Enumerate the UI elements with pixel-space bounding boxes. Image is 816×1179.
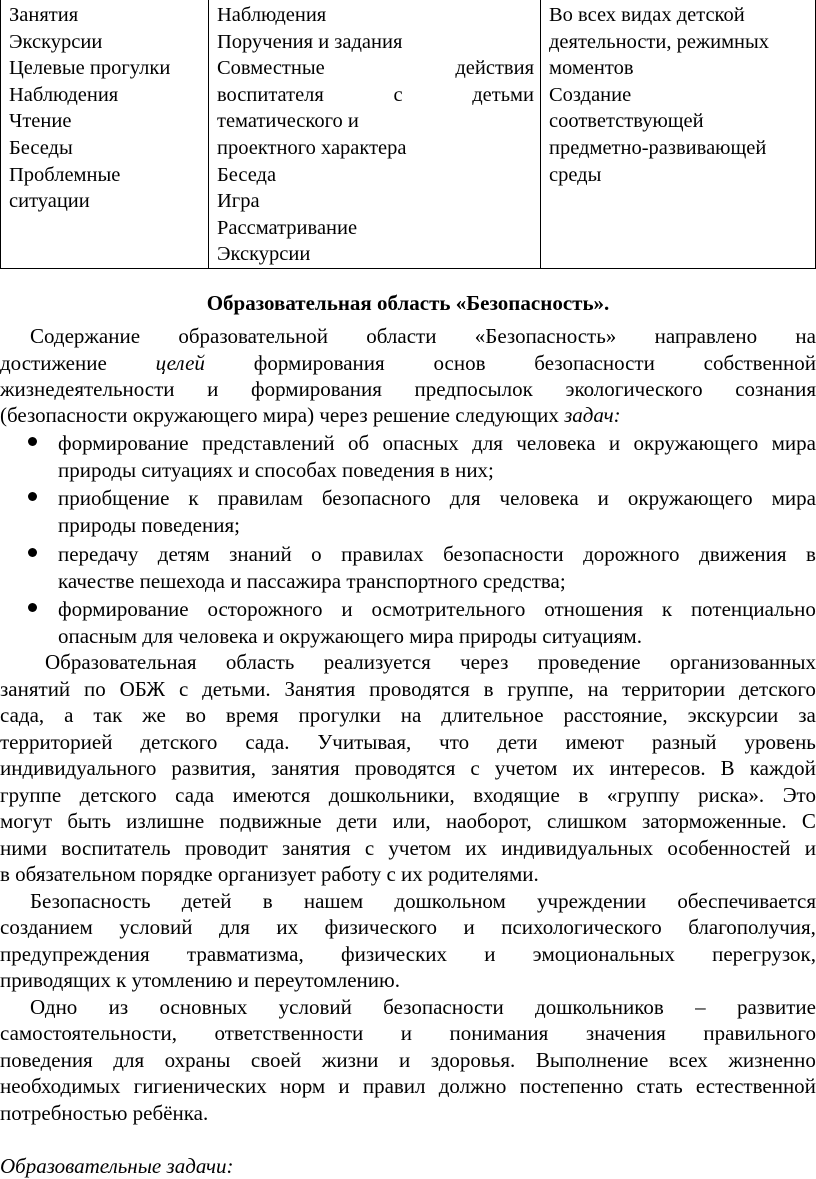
- text-run: достижение: [0, 351, 107, 375]
- cell-line-justified: [217, 55, 534, 82]
- word: самостоятельности,: [0, 1021, 177, 1045]
- word: Совместные: [217, 57, 325, 80]
- word: травматизма,: [186, 942, 304, 966]
- word: сада,: [0, 703, 45, 727]
- word: что: [439, 730, 470, 754]
- word: здоровья.: [430, 1048, 516, 1072]
- word: область: [225, 650, 295, 674]
- word: передачу: [58, 542, 139, 566]
- word: отношения: [544, 597, 644, 621]
- word: ОБЖ: [119, 677, 166, 701]
- paragraph-line: [0, 755, 816, 781]
- word: к: [188, 486, 199, 510]
- word: потенциально: [690, 597, 816, 621]
- word: расстояние,: [563, 703, 668, 727]
- word: каждой: [749, 756, 816, 780]
- word: «Безопасность»: [474, 324, 617, 348]
- cell-line: Беседа: [217, 163, 277, 186]
- word: так: [93, 703, 123, 727]
- cell-line: среды: [549, 163, 602, 186]
- word: входящие: [473, 783, 560, 807]
- word: воспитателя: [217, 83, 324, 106]
- word: имеют: [565, 730, 624, 754]
- word: формирования: [250, 377, 382, 401]
- word: благополучия,: [688, 915, 816, 939]
- bullet-line: [58, 596, 816, 622]
- word: С: [801, 809, 816, 833]
- bullet-icon: [26, 435, 40, 449]
- cell-line: Создание: [549, 83, 632, 106]
- word: же: [142, 703, 166, 727]
- word: проводит: [184, 836, 268, 860]
- word: направлено: [654, 324, 758, 348]
- bullet-icon: [26, 490, 40, 504]
- word: в: [578, 783, 589, 807]
- word: и: [400, 1021, 413, 1045]
- word: Содержание: [30, 324, 141, 348]
- word: мира: [771, 486, 816, 510]
- word: действия: [455, 57, 534, 80]
- word: жизненно: [728, 1048, 816, 1072]
- word: осмотрительного: [371, 597, 526, 621]
- word: или,: [392, 809, 431, 833]
- word: опасных: [382, 431, 459, 455]
- word: представлений: [201, 431, 335, 455]
- word: с: [178, 677, 189, 701]
- word: излишне: [126, 809, 205, 833]
- word: В: [720, 756, 735, 780]
- cell-line: соответствующей: [549, 110, 704, 133]
- word: дошкольники,: [328, 783, 455, 807]
- word: созданием: [0, 915, 93, 939]
- cell-line: Целевые прогулки: [9, 57, 171, 80]
- paragraph-line: [0, 835, 816, 861]
- word: человека: [516, 431, 596, 455]
- word: через: [460, 650, 509, 674]
- word: детского: [140, 730, 218, 754]
- table-cell-col2: [209, 0, 541, 268]
- word: правильного: [703, 1021, 816, 1045]
- paragraph-line: [0, 1073, 816, 1099]
- bullet-line: [58, 430, 816, 456]
- word: человека: [499, 486, 579, 510]
- section-title: Образовательная область «Безопасность».: [206, 291, 610, 315]
- word: безопасности: [383, 995, 504, 1019]
- word: и: [463, 915, 475, 939]
- paragraph-line: [0, 914, 816, 940]
- word: заторможенные.: [642, 809, 787, 833]
- word: условий: [278, 995, 352, 1019]
- word: безопасности: [534, 351, 655, 375]
- cell-line: моментов: [549, 57, 634, 80]
- word: должно: [438, 1074, 507, 1098]
- word: и: [597, 486, 609, 510]
- cell-line: деятельности, режимных: [549, 30, 770, 53]
- word: и: [804, 836, 816, 860]
- paragraph-line: [0, 808, 816, 834]
- word: основных: [159, 995, 248, 1019]
- word: с: [470, 756, 480, 780]
- cell-line: Проблемные: [9, 163, 121, 186]
- word: своей: [250, 1048, 302, 1072]
- word: естественной: [695, 1074, 816, 1098]
- cell-line: Поручения и задания: [217, 30, 403, 53]
- word: с: [364, 836, 375, 860]
- word: их: [465, 836, 488, 860]
- word: особенностей: [667, 836, 791, 860]
- word: сада: [175, 783, 215, 807]
- word: имеются: [232, 783, 311, 807]
- word: правил: [362, 1074, 426, 1098]
- word: проводятся: [354, 756, 456, 780]
- word: всех: [668, 1048, 708, 1072]
- cell-line: Занятия: [9, 4, 79, 26]
- word: обеспечивается: [677, 889, 816, 913]
- word: приобщение: [58, 486, 170, 510]
- word: мира: [771, 431, 816, 455]
- word: интересов.: [609, 756, 706, 780]
- word: индивидуальных: [501, 836, 654, 860]
- word: риска».: [698, 783, 765, 807]
- word: охраны: [164, 1048, 231, 1072]
- word: из: [108, 995, 129, 1019]
- bullet-line: опасным для человека и окружающего мира природы ситуациям.: [58, 624, 642, 648]
- word: на: [400, 703, 422, 727]
- word: по: [84, 677, 106, 701]
- word: дошкольном: [394, 889, 506, 913]
- word: и: [484, 942, 496, 966]
- word: движения: [699, 542, 787, 566]
- word: учреждении: [537, 889, 647, 913]
- word: воспитатель: [61, 836, 171, 860]
- word: индивидуального: [0, 756, 157, 780]
- cell-line: Наблюдения: [217, 4, 327, 26]
- table-cell-col1: [1, 0, 209, 268]
- word: разный: [651, 730, 717, 754]
- cell-line: Рассматривание: [217, 216, 358, 239]
- word: физических: [340, 942, 448, 966]
- word: детского: [738, 677, 816, 701]
- word: для: [472, 431, 503, 455]
- word: занятий: [0, 677, 71, 701]
- word: детьми.: [202, 677, 271, 701]
- word: учетом: [494, 756, 558, 780]
- cell-line: Экскурсии: [217, 243, 311, 266]
- word: Безопасность: [30, 889, 151, 913]
- word: группе,: [507, 677, 574, 701]
- word: к: [661, 597, 673, 621]
- word: длительное: [441, 703, 544, 727]
- word: собственной: [703, 351, 816, 375]
- bullet-line: [58, 541, 816, 567]
- word: детьми: [472, 83, 534, 106]
- word: постепенно: [519, 1074, 624, 1098]
- paragraph-line: [0, 1020, 816, 1046]
- word: организованных: [669, 650, 816, 674]
- cell-line: Во всех видах детской: [549, 4, 745, 26]
- word: Это: [782, 783, 816, 807]
- paragraph-line: в обязательном порядке организует работу с их родителями.: [0, 862, 539, 886]
- word: правилах: [341, 542, 424, 566]
- word: развития,: [171, 756, 257, 780]
- word: время: [225, 703, 279, 727]
- word: физического: [324, 915, 437, 939]
- word: «группу: [606, 783, 680, 807]
- word: слишком: [547, 809, 627, 833]
- word: для: [219, 915, 250, 939]
- cell-line: ситуации: [9, 190, 90, 213]
- cell-line-justified: [217, 82, 534, 109]
- word: их: [572, 756, 595, 780]
- cell-line: тематического и: [217, 110, 359, 133]
- paragraph-line: [0, 782, 816, 808]
- word: учетом: [388, 836, 452, 860]
- word: понимания: [449, 1021, 549, 1045]
- paragraph-line: [0, 350, 816, 376]
- word: занятия: [282, 836, 351, 860]
- bullet-line: [58, 485, 816, 511]
- word: уровень: [744, 730, 816, 754]
- word: осторожного: [207, 597, 323, 621]
- word: эмоциональных: [532, 942, 675, 966]
- paragraph-line: [0, 1047, 816, 1073]
- word: и: [207, 377, 219, 401]
- bullet-icon: [26, 601, 40, 615]
- word: в: [483, 677, 494, 701]
- paragraph-line: [0, 402, 816, 428]
- word: проведение: [537, 650, 641, 674]
- paragraph-line: [30, 888, 816, 914]
- word: о: [311, 542, 322, 566]
- word: образовательной: [178, 324, 328, 348]
- word: ответственности: [214, 1021, 364, 1045]
- word: территории: [621, 677, 726, 701]
- word: гигиенических: [133, 1074, 267, 1098]
- word: и: [341, 597, 353, 621]
- cell-line: Экскурсии: [9, 30, 103, 53]
- word: проводятся: [369, 677, 470, 701]
- word: безопасного: [321, 486, 431, 510]
- word: безопасности: [443, 542, 564, 566]
- word: на: [587, 677, 609, 701]
- word: жизни: [321, 1048, 379, 1072]
- word: об: [348, 431, 370, 455]
- word: за: [798, 703, 816, 727]
- word: стать: [636, 1074, 683, 1098]
- bullet-icon: [26, 546, 40, 560]
- word: для: [113, 1048, 145, 1072]
- word: жизнедеятельности: [0, 377, 175, 401]
- word: развитие: [736, 995, 816, 1019]
- word: детей: [181, 889, 232, 913]
- table-cell-col3: [541, 0, 816, 268]
- word: группе: [0, 783, 62, 807]
- word: формирования: [253, 351, 385, 375]
- paragraph-line: [30, 994, 816, 1020]
- text-run-italic: целей: [155, 351, 205, 375]
- word: основ: [433, 351, 486, 375]
- word: и: [398, 1048, 411, 1072]
- cell-line: Наблюдения: [9, 83, 119, 106]
- word: формирование: [58, 431, 189, 455]
- word: дорожного: [583, 542, 680, 566]
- word: реализуется: [323, 650, 431, 674]
- word: занятия: [271, 756, 340, 780]
- cell-line: проектного характера: [217, 136, 407, 159]
- word: Учитывая,: [317, 730, 412, 754]
- word: дети: [497, 730, 538, 754]
- word: Занятия: [284, 677, 356, 701]
- word: сада.: [245, 730, 290, 754]
- word: необходимых: [0, 1074, 121, 1098]
- word: в: [262, 889, 273, 913]
- word: с: [393, 83, 403, 106]
- paragraph-line: [0, 676, 816, 702]
- word: Образовательная: [45, 650, 197, 674]
- word: –: [695, 995, 706, 1019]
- cell-line: Игра: [217, 190, 260, 213]
- word: перегрузок,: [712, 942, 816, 966]
- paragraph-line: [0, 376, 816, 402]
- word: детского: [79, 783, 157, 807]
- word: их: [276, 915, 299, 939]
- word: окружающего: [633, 431, 759, 455]
- word: сознания: [735, 377, 816, 401]
- word: могут: [0, 809, 53, 833]
- bullet-line: природы поведения;: [58, 513, 240, 537]
- word: дошкольников: [535, 995, 664, 1019]
- paragraph-line: [45, 649, 816, 675]
- paragraph-line: [0, 702, 816, 728]
- paragraph-line: [30, 323, 816, 349]
- word: Одно: [30, 995, 78, 1019]
- word: и: [608, 431, 621, 455]
- word: окружающего: [627, 486, 753, 510]
- word: дети: [336, 809, 378, 833]
- word: формирование: [58, 597, 189, 621]
- word: области: [366, 324, 437, 348]
- paragraph-line: [0, 941, 816, 967]
- word: Выполнение: [535, 1048, 649, 1072]
- word: быть: [67, 809, 111, 833]
- word: предпосылок: [414, 377, 533, 401]
- word: условий: [119, 915, 193, 939]
- activities-table: [0, 0, 816, 269]
- word: наоборот,: [445, 809, 532, 833]
- word: значения: [585, 1021, 666, 1045]
- word: экологического: [565, 377, 703, 401]
- paragraph-line: приводящих к утомлению и переутомлению.: [0, 968, 400, 992]
- word: экскурсии: [687, 703, 779, 727]
- word: для: [449, 486, 481, 510]
- cell-line: Чтение: [9, 110, 72, 133]
- word: знаний: [229, 542, 292, 566]
- cell-line: предметно-развивающей: [549, 136, 767, 159]
- cell-line: Беседы: [9, 136, 73, 159]
- text-run-italic: задач:: [564, 403, 621, 427]
- word: подвижные: [219, 809, 322, 833]
- paragraph-line: потребностью ребёнка.: [0, 1101, 209, 1125]
- word: и: [338, 1074, 350, 1098]
- word: правилам: [217, 486, 303, 510]
- bullet-line: природы ситуациях и способах поведения в них;: [58, 458, 494, 482]
- word: норм: [279, 1074, 326, 1098]
- subheading: Образовательные задачи:: [0, 1154, 234, 1178]
- paragraph-line: [0, 729, 816, 755]
- bullet-line: качестве пешехода и пассажира транспортного средства;: [58, 569, 566, 593]
- word: нашем: [303, 889, 364, 913]
- word: в: [806, 542, 816, 566]
- text-run: (безопасности окружающего мира) через решение следующих: [0, 403, 565, 427]
- word: ними: [0, 836, 48, 860]
- table-row: [1, 0, 816, 268]
- word: территорией: [0, 730, 113, 754]
- word: предупреждения: [0, 942, 150, 966]
- word: детям: [157, 542, 210, 566]
- word: прогулки: [298, 703, 381, 727]
- word: поведения: [0, 1048, 93, 1072]
- word: а: [64, 703, 74, 727]
- word: во: [185, 703, 206, 727]
- word: на: [795, 324, 816, 348]
- word: психологического: [501, 915, 662, 939]
